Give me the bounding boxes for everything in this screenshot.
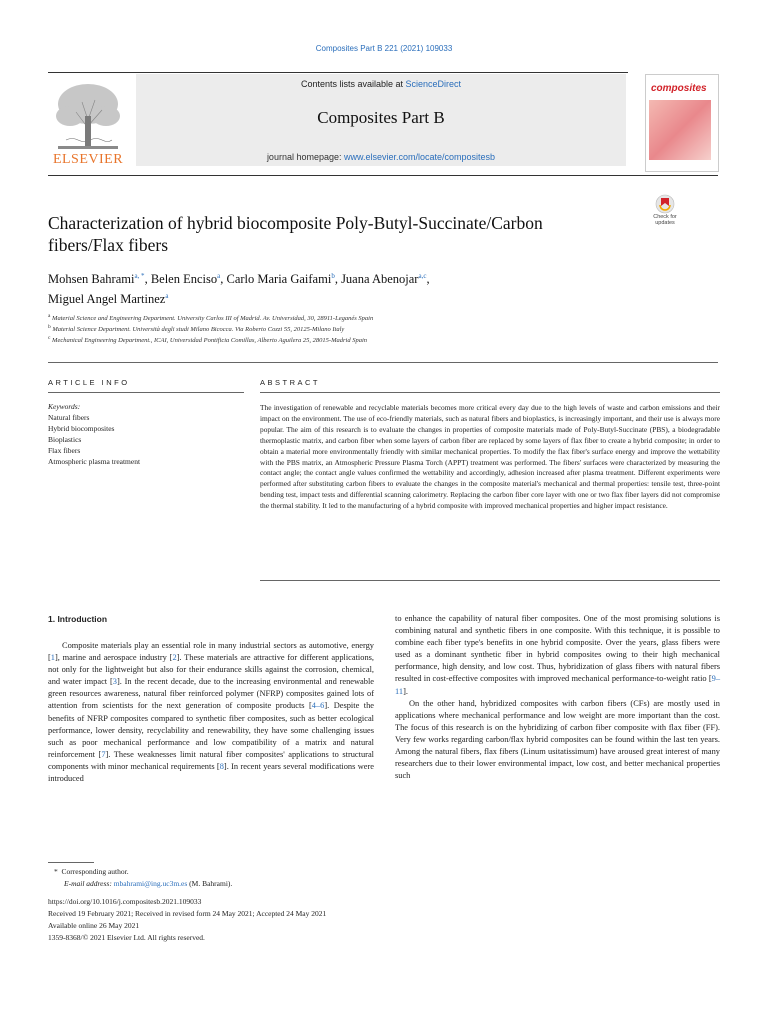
affiliation-b: $^b$ Material Science Department. Università degli studi Milano Bicocca. Via Roberto Cozzi 55, 20125-Milano Italy	[48, 324, 345, 334]
author-name[interactable]: Carlo Maria Gaifami	[226, 272, 332, 287]
affiliation-divider	[48, 362, 718, 363]
affiliation-a: $^a$ Material Science and Engineering Department. University Carlos III of Madrid. Av. Universidad, 30, 28911-Leganés Spain	[48, 313, 374, 323]
email-link[interactable]: mbahrami@ing.uc3m.es	[113, 879, 188, 888]
keyword: Natural fibers	[48, 413, 90, 422]
intro-left-column	[48, 640, 374, 785]
footnote-rule	[48, 862, 94, 863]
author-name[interactable]: Mohsen Bahrami	[48, 272, 135, 287]
author-affiliation-marker[interactable]: a, *	[134, 272, 145, 280]
keywords-label: Keywords:	[48, 402, 81, 411]
doi-link[interactable]: https://doi.org/10.1016/j.compositesb.2021.109033	[48, 897, 202, 906]
check-for-updates-label[interactable]: Check for updates	[653, 214, 677, 226]
email-note: E-mail address: mbahrami@ing.uc3m.es (M. Bahrami).	[64, 879, 233, 888]
author-name[interactable]: Belen Enciso	[150, 272, 218, 287]
abstract-bottom-rule	[260, 580, 720, 581]
abstract-text: The investigation of renewable and recyclable materials becomes more critical every day due to the high levels of waste and carbon emissions and their impact on the environment. The use of eco-friendly materials, such as natural fibers and bioplastics, is increasingly important, and their use is always more popular. The aim of this research is to evaluate the changes in properties of composite materials made of Poly-Butyl-Succinate (PBS), a biodegradable thermoplastic matrix, and carbon fiber when some layers of carbon fiber are replaced by some layers of flax fiber to create a hybrid composite; in order to obtain a material more environmentally friendly with similar mechanical properties. To modify the flax fiber's surface energy and improve the wettability with the PBS matrix, an Atmospheric Pressure Plasma Torch (APPT) treatment was performed. The fibers' surfaces were characterized by measuring the contact angle; the contact angle values confirmed the wettability and accordingly, adhesion increased after plasma treatment. Different experiments were performed after substituting carbon fibers to evaluate the changes in the composite material's mechanical and thermal properties: tensile test, three-point bending test, impact tests and differential scanning calorimetry. Replacing the carbon fiber core layer with one or two flax fiber layers did not compromise the thermal stability. It led to the manufacturing of a hybrid composite with improved mechanical properties and higher impact resistance.	[260, 403, 720, 511]
asterisk-marker: *	[54, 867, 62, 876]
keyword: Atmospheric plasma treatment	[48, 457, 141, 466]
keyword: Hybrid biocomposites	[48, 424, 115, 433]
author-list: Mohsen Bahrami$^{a, *}$, Belen Enciso$^a$, Carlo Maria Gaifami$^b$, Juana Abenojar$^{a,c}$, Miguel Angel Martinez$^a$	[48, 272, 430, 307]
introduction-heading: 1. Introduction	[48, 614, 108, 624]
cover-image	[649, 100, 711, 160]
journal-name: Composites Part B	[317, 108, 445, 127]
citation-ref[interactable]: 7	[101, 749, 106, 759]
article-info-heading: ARTICLE INFO	[48, 378, 130, 387]
received-dates: Received 19 February 2021; Received in revised form 24 May 2021; Accepted 24 May 2021	[48, 909, 327, 918]
citation-ref[interactable]: 9–11	[395, 674, 720, 696]
citation-ref[interactable]: 8	[219, 761, 224, 771]
author-name[interactable]: Miguel Angel Martinez	[48, 292, 166, 307]
keyword: Flax fibers	[48, 446, 81, 455]
available-online: Available online 26 May 2021	[48, 921, 140, 930]
intro-paragraph: to enhance the capability of natural fiber composites. One of the most promising solutions is combining natural and synthetic fibers in one composite. With this technique, it is possible to combine each fiber type's benefits in one hybrid composite. Over the years, glass fibers were used as a dominant synthetic fiber in hybrid composites owing to their high mechanical performance, high density, and low cost. Thus, hybridization of glass fibers with natural fibers resulted in cost-effective composites with improved mechanical performance-to-weight ratio [9–11].	[395, 614, 720, 696]
header-top-rule	[48, 72, 628, 73]
intro-right-column	[395, 613, 720, 782]
elsevier-wordmark: ELSEVIER	[52, 152, 124, 167]
journal-homepage: journal homepage: www.elsevier.com/locate/compositesb	[266, 152, 496, 162]
citation-ref[interactable]: 3	[112, 677, 117, 687]
corresponding-author-note: * Corresponding author.	[54, 867, 129, 876]
citation-ref[interactable]: 4–6	[311, 701, 325, 711]
affiliation-c: $^c$ Mechanical Engineering Department., ICAI, Universidad Pontificia Comillas, Alberto Aguilera 25, 28015-Madrid Spain	[48, 335, 368, 345]
article-info-rule	[48, 392, 244, 393]
citation-ref[interactable]: 1	[50, 653, 55, 663]
journal-homepage-link[interactable]: www.elsevier.com/locate/compositesb	[344, 152, 496, 162]
author-affiliation-marker[interactable]: b	[331, 272, 335, 280]
abstract-rule	[260, 392, 720, 393]
cover-title: composites	[651, 83, 707, 94]
abstract-heading: ABSTRACT	[260, 378, 321, 387]
author-affiliation-marker[interactable]: a,c	[418, 272, 427, 280]
author-affiliation-marker[interactable]: a	[165, 292, 169, 301]
sciencedirect-link[interactable]: ScienceDirect	[405, 79, 462, 89]
author-name[interactable]: Juana Abenojar	[341, 272, 419, 287]
intro-paragraph: On the other hand, hybridized composites with carbon fibers (CFs) are mostly used in applications where mechanical performance and low weight are more important than the cost. The focus of this research is on the hybridizing of carbon fiber composite with flax fiber (FF). Very few works regarding carbon/flax hybrid composites can be found within the last ten years. Among the natural fibers, flax fibers (Linum usitatissimum) have aroused great interest of many researchers due to their lower environmental impact, low cost, and better mechanical properties such	[395, 698, 720, 781]
keyword: Bioplastics	[48, 435, 82, 444]
check-for-updates-icon[interactable]	[647, 193, 683, 215]
header-bottom-rule	[48, 175, 718, 176]
journal-citation-link[interactable]: Composites Part B 221 (2021) 109033	[315, 44, 453, 53]
article-title: Characterization of hybrid biocomposite Poly-Butyl-Succinate/Carbon fibers/Flax fibers	[48, 213, 543, 255]
contents-available: Contents lists available at ScienceDirect	[300, 79, 462, 89]
copyright-line: 1359-8368/© 2021 Elsevier Ltd. All rights reserved.	[48, 933, 205, 942]
citation-ref[interactable]: 2	[172, 653, 177, 663]
author-affiliation-marker[interactable]: a	[217, 272, 221, 280]
intro-paragraph: Composite materials play an essential role in many industrial sectors as automotive, energy [1], marine and aerospace industry [2]. These materials are attractive for different applications, not only for the lightweight but also for their endurance skills against the corrosion, chemical, and water impact [3]. In the recent decade, due to the increasing environmental and renewable green resources awareness, natural fiber reinforced polymer (NFRP) composites gained lots of attention from scientists for the next generation of composite products [4–6]. Despite the benefits of NFRP composites compared to synthetic fiber composites, such as better ecological performance, lower density, recyclability and renewability, they have some challenging issues such as poor mechanical performance and low compatibility of a matrix and natural reinforcement [7]. These weaknesses limit natural fiber composites' applications to structural components with minor mechanical requirements [8]. In recent years several modifications were introduced	[48, 641, 374, 784]
